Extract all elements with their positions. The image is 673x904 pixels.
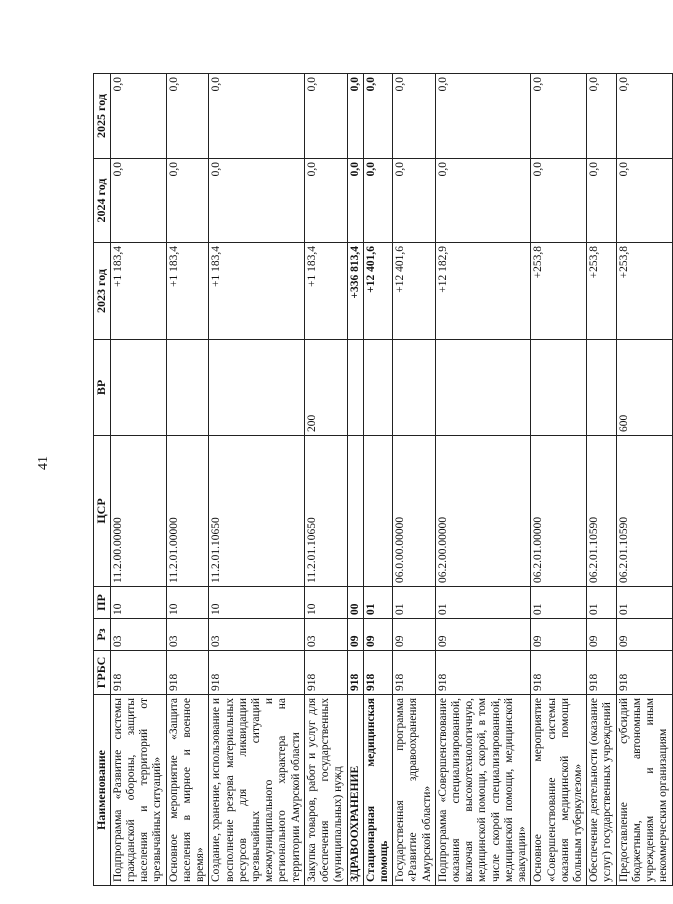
cell-y2025: 0,0 bbox=[587, 74, 616, 159]
cell-name: Основное мероприятие «Совершенствование системы оказания медицинской помощи больным туберкулезом» bbox=[531, 695, 587, 886]
table-row bbox=[304, 74, 347, 886]
cell-name: Стационарная медицинская помощь bbox=[363, 695, 392, 886]
cell-pr: 10 bbox=[166, 587, 209, 619]
cell-y2023: +1 183,4 bbox=[110, 243, 166, 340]
cell-grbs: 918 bbox=[166, 651, 209, 695]
table-row bbox=[209, 74, 305, 886]
cell-y2025: 0,0 bbox=[435, 74, 531, 159]
cell-y2023: +1 183,4 bbox=[209, 243, 305, 340]
cell-y2023: +253,8 bbox=[587, 243, 616, 340]
header-2025: 2025 год bbox=[94, 74, 111, 159]
header-grbs: ГРБС bbox=[94, 651, 111, 695]
cell-vr bbox=[110, 340, 166, 436]
cell-pr: 10 bbox=[304, 587, 347, 619]
cell-rz: 03 bbox=[209, 619, 305, 651]
cell-csr: 06.2.01.00000 bbox=[531, 436, 587, 587]
cell-rz: 09 bbox=[347, 619, 363, 651]
header-vr: ВР bbox=[94, 340, 111, 436]
cell-y2024: 0,0 bbox=[304, 159, 347, 243]
cell-csr bbox=[347, 436, 363, 587]
cell-grbs: 918 bbox=[435, 651, 531, 695]
cell-csr: 06.0.00.00000 bbox=[393, 436, 436, 587]
cell-grbs: 918 bbox=[363, 651, 392, 695]
header-csr: ЦСР bbox=[94, 436, 111, 587]
cell-vr bbox=[531, 340, 587, 436]
cell-y2024: 0,0 bbox=[347, 159, 363, 243]
cell-rz: 09 bbox=[531, 619, 587, 651]
cell-vr bbox=[587, 340, 616, 436]
cell-rz: 03 bbox=[166, 619, 209, 651]
cell-vr bbox=[347, 340, 363, 436]
cell-name: Предоставление субсидий бюджетным, автономным учреждениям и иным некоммерческим организациям bbox=[616, 695, 672, 886]
cell-rz: 09 bbox=[363, 619, 392, 651]
cell-y2024: 0,0 bbox=[209, 159, 305, 243]
cell-rz: 09 bbox=[616, 619, 672, 651]
cell-csr: 11.2.01.00000 bbox=[166, 436, 209, 587]
cell-rz: 03 bbox=[304, 619, 347, 651]
cell-grbs: 918 bbox=[110, 651, 166, 695]
cell-y2023: +1 183,4 bbox=[304, 243, 347, 340]
table-row bbox=[393, 74, 436, 886]
table-row bbox=[616, 74, 672, 886]
cell-name: ЗДРАВООХРАНЕНИЕ bbox=[347, 695, 363, 886]
budget-table bbox=[93, 73, 673, 886]
cell-pr: 01 bbox=[531, 587, 587, 619]
table-row bbox=[347, 74, 363, 886]
cell-csr: 11.2.01.10650 bbox=[209, 436, 305, 587]
cell-pr: 01 bbox=[363, 587, 392, 619]
cell-y2023: +253,8 bbox=[616, 243, 672, 340]
cell-name: Обеспечение деятельности (оказание услуг) государственных учреждений bbox=[587, 695, 616, 886]
cell-vr bbox=[166, 340, 209, 436]
cell-y2024: 0,0 bbox=[587, 159, 616, 243]
cell-grbs: 918 bbox=[209, 651, 305, 695]
cell-vr bbox=[435, 340, 531, 436]
cell-y2025: 0,0 bbox=[363, 74, 392, 159]
cell-y2024: 0,0 bbox=[363, 159, 392, 243]
cell-pr: 01 bbox=[616, 587, 672, 619]
cell-name: Создание, хранение, использование и восполнение резерва материальных ресурсов для ликвидации чрезвычайных ситуаций межмуниципального и регионального характера на территории Амурской области bbox=[209, 695, 305, 886]
cell-grbs: 918 bbox=[616, 651, 672, 695]
cell-y2024: 0,0 bbox=[110, 159, 166, 243]
table-row bbox=[166, 74, 209, 886]
header-pr: ПР bbox=[94, 587, 111, 619]
cell-csr: 11.2.00.00000 bbox=[110, 436, 166, 587]
cell-csr: 11.2.01.10650 bbox=[304, 436, 347, 587]
cell-vr bbox=[363, 340, 392, 436]
cell-csr: 06.2.00.00000 bbox=[435, 436, 531, 587]
cell-grbs: 918 bbox=[347, 651, 363, 695]
cell-y2024: 0,0 bbox=[531, 159, 587, 243]
cell-y2023: +12 401,6 bbox=[363, 243, 392, 340]
cell-y2024: 0,0 bbox=[435, 159, 531, 243]
cell-y2023: +1 183,4 bbox=[166, 243, 209, 340]
cell-vr: 600 bbox=[616, 340, 672, 436]
cell-y2025: 0,0 bbox=[166, 74, 209, 159]
cell-y2024: 0,0 bbox=[393, 159, 436, 243]
cell-csr: 06.2.01.10590 bbox=[616, 436, 672, 587]
cell-name: Подпрограмма «Развитие системы гражданской обороны, защиты населения и территорий от чрезвычайных ситуаций» bbox=[110, 695, 166, 886]
header-2024: 2024 год bbox=[94, 159, 111, 243]
cell-name: Подпрограмма «Совершенствование оказания специализированной, включая высокотехнологичную, медицинской помощи, скорой, в том числе скорой специализированной, медицинской помощи, медицинской эвакуации» bbox=[435, 695, 531, 886]
cell-y2025: 0,0 bbox=[616, 74, 672, 159]
cell-y2025: 0,0 bbox=[393, 74, 436, 159]
cell-pr: 10 bbox=[209, 587, 305, 619]
page-number: 41 bbox=[36, 456, 51, 470]
rotated-table-wrapper bbox=[93, 74, 670, 886]
header-row bbox=[94, 74, 111, 886]
cell-y2025: 0,0 bbox=[110, 74, 166, 159]
cell-y2023: +12 401,6 bbox=[393, 243, 436, 340]
cell-y2023: +12 182,9 bbox=[435, 243, 531, 340]
cell-pr: 01 bbox=[435, 587, 531, 619]
cell-grbs: 918 bbox=[393, 651, 436, 695]
cell-rz: 09 bbox=[587, 619, 616, 651]
cell-pr: 00 bbox=[347, 587, 363, 619]
cell-csr bbox=[363, 436, 392, 587]
cell-rz: 09 bbox=[435, 619, 531, 651]
cell-y2023: +336 813,4 bbox=[347, 243, 363, 340]
cell-csr: 06.2.01.10590 bbox=[587, 436, 616, 587]
cell-grbs: 918 bbox=[304, 651, 347, 695]
cell-y2025: 0,0 bbox=[531, 74, 587, 159]
cell-rz: 03 bbox=[110, 619, 166, 651]
cell-pr: 01 bbox=[393, 587, 436, 619]
cell-y2025: 0,0 bbox=[304, 74, 347, 159]
cell-grbs: 918 bbox=[531, 651, 587, 695]
cell-name: Закупка товаров, работ и услуг для обеспечения государственных (муниципальных) нужд bbox=[304, 695, 347, 886]
table-row bbox=[587, 74, 616, 886]
cell-grbs: 918 bbox=[587, 651, 616, 695]
cell-y2024: 0,0 bbox=[166, 159, 209, 243]
cell-name: Государственная программа «Развитие здравоохранения Амурской области» bbox=[393, 695, 436, 886]
cell-y2025: 0,0 bbox=[209, 74, 305, 159]
table-row bbox=[531, 74, 587, 886]
table-row bbox=[110, 74, 166, 886]
cell-y2025: 0,0 bbox=[347, 74, 363, 159]
cell-name: Основное мероприятие «Защита населения в мирное и военное время» bbox=[166, 695, 209, 886]
cell-pr: 01 bbox=[587, 587, 616, 619]
header-2023: 2023 год bbox=[94, 243, 111, 340]
cell-y2023: +253,8 bbox=[531, 243, 587, 340]
header-rz: Рз bbox=[94, 619, 111, 651]
cell-rz: 09 bbox=[393, 619, 436, 651]
cell-vr bbox=[393, 340, 436, 436]
cell-vr bbox=[209, 340, 305, 436]
table-row bbox=[435, 74, 531, 886]
table-row bbox=[363, 74, 392, 886]
cell-pr: 10 bbox=[110, 587, 166, 619]
cell-vr: 200 bbox=[304, 340, 347, 436]
header-name: Наименование bbox=[94, 695, 111, 886]
cell-y2024: 0,0 bbox=[616, 159, 672, 243]
